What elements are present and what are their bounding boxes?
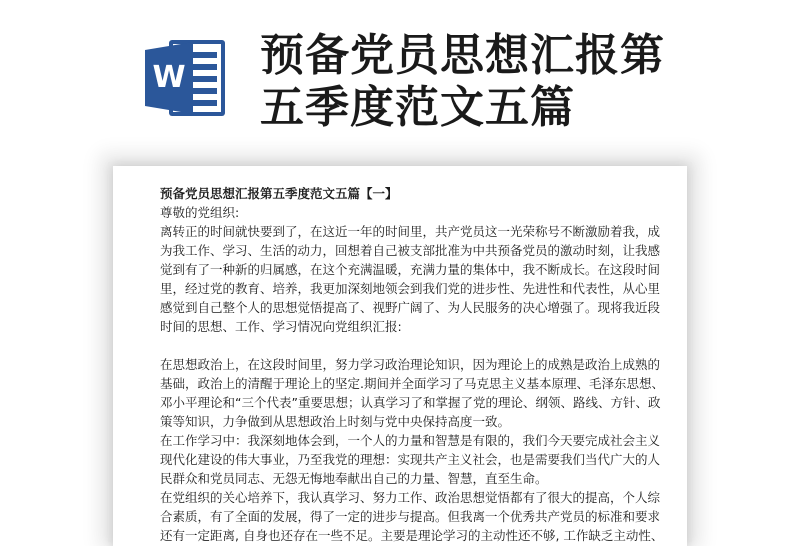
paragraph-line: 邓小平理论和“三个代表”重要思想；认真学习了和掌握了党的理论、纲领、路线、方针、政	[160, 395, 661, 410]
paragraph-line: 觉到有了一种新的归属感，在这个充满温暖，充满力量的集体中，我不断成长。在这段时间	[160, 262, 661, 277]
paragraph-line: 为我工作、学习、生活的动力，回想着自己被支部批准为中共预备党员的激动时刻，让我感	[160, 243, 661, 258]
paragraph-1	[160, 222, 661, 336]
paragraph-line: 基础，政治上的清醒于理论上的坚定.期间并全面学习了马克思主义基本原理、毛泽东思想、	[160, 376, 664, 391]
paragraph-line: 在工作学习中：我深刻地体会到，一个人的力量和智慧是有限的，我们今天要完成社会主义	[160, 433, 661, 448]
paragraph-line: 感觉到自己整个人的思想觉悟提高了、视野广阔了、为人民服务的决心增强了。现将我近段	[160, 300, 661, 315]
paragraph-line: 合素质，有了全面的发展，得了一定的进步与提高。但我离一个优秀共产党员的标准和要求	[160, 509, 661, 524]
paragraph-line: 策等知识，力争做到从思想政治上时刻与党中央保持高度一致。	[160, 414, 511, 429]
word-document-icon	[143, 36, 227, 120]
paragraph-line: 里，经过党的教育、培养，我更加深刻地领会到我们党的进步性、先进性和代表性，从心里	[160, 281, 661, 296]
page-title	[260, 30, 780, 134]
document-heading: 预备党员思想汇报第五季度范文五篇【一】	[160, 186, 398, 201]
salutation: 尊敬的党组织:	[160, 205, 240, 220]
header	[0, 0, 800, 150]
document-content	[160, 184, 664, 545]
word-icon-letter: W	[152, 60, 186, 95]
title-line-2: 五季度范文五篇	[260, 82, 575, 133]
paragraph-line: 还有一定距离, 自身也还存在一些不足。主要是理论学习的主动性还不够, 工作缺乏主动性、	[160, 528, 664, 543]
paragraph-line: 时间的思想、工作、学习情况向党组织汇报:	[160, 319, 402, 334]
title-line-1: 预备党员思想汇报第	[260, 30, 665, 81]
paragraph-2	[160, 355, 664, 431]
paragraph-line: 在思想政治上，在这段时间里，努力学习政治理论知识，因为理论上的成熟是政治上成熟的	[160, 357, 661, 372]
document-page	[113, 166, 687, 546]
paragraph-3	[160, 431, 661, 488]
paragraph-line: 民群众和党员同志、无怨无悔地奉献出自己的力量、智慧，直至生命。	[160, 471, 548, 486]
paragraph-line: 现代化建设的伟大事业，乃至我党的理想：实现共产主义社会，也是需要我们当代广大的人	[160, 452, 661, 467]
blank-line	[160, 336, 650, 355]
paragraph-4	[160, 488, 664, 545]
paragraph-line: 在党组织的关心培养下，我认真学习、努力工作、政治思想觉悟都有了很大的提高，个人综	[160, 490, 661, 505]
paragraph-line: 离转正的时间就快要到了，在这近一年的时间里，共产党员这一光荣称号不断激励着我，成	[160, 224, 661, 239]
